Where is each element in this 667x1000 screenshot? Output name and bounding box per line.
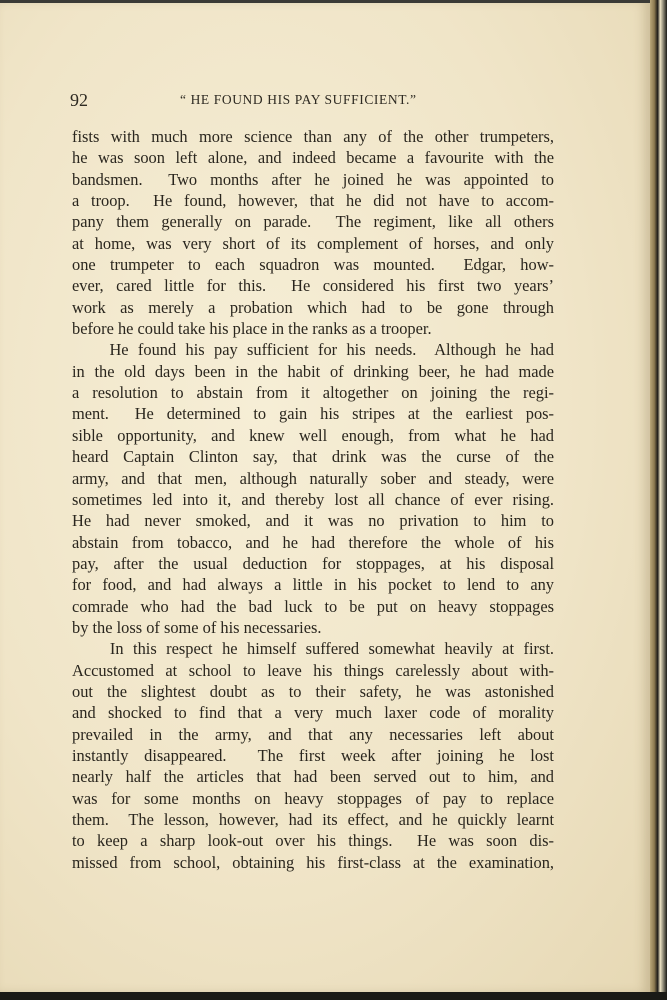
text-line: ment. He determined to gain his stripes at the earliest pos- <box>72 404 554 424</box>
running-head-title: “ HE FOUND HIS PAY SUFFICIENT.” <box>180 92 417 107</box>
text-line: one trumpeter to each squadron was mounted. Edgar, how- <box>72 255 554 275</box>
text-line: to keep a sharp look-out over his things. He was soon dis- <box>72 831 554 851</box>
text-line: and shocked to find that a very much laxer code of morality <box>72 703 554 723</box>
text-line: by the loss of some of his necessaries. <box>72 617 322 637</box>
bottom-edge-rule <box>0 992 667 1000</box>
text-line: army, and that men, although naturally sober and steady, were <box>72 468 554 488</box>
text-line: heard Captain Clinton say, that drink was the curse of the <box>72 447 554 467</box>
text-line: prevailed in the army, and that any necessaries left about <box>72 724 554 744</box>
text-line: pay, after the usual deduction for stoppages, at his disposal <box>72 553 554 573</box>
text-line: them. The lesson, however, had its effect, and he quickly learnt <box>72 810 554 829</box>
text-line: instantly disappeared. The first week after joining he lost <box>72 745 554 765</box>
text-line: for food, and had always a little in his pocket to lend to any <box>72 575 554 595</box>
text-line: was for some months on heavy stoppages of pay to replace <box>72 788 554 808</box>
text-line: bandsmen. Two months after he joined he was appointed to <box>72 169 554 189</box>
text-line: He had never smoked, and it was no privation to him to <box>72 511 554 531</box>
text-line: in the old days been in the habit of drinking beer, he had made <box>72 361 554 381</box>
text-line: nearly half the articles that had been served out to him, and <box>72 767 554 787</box>
text-line: a troop. He found, however, that he did not have to accom- <box>72 191 554 211</box>
text-line: In this respect he himself suffered somewhat heavily at first. <box>72 639 554 659</box>
page-number: 92 <box>70 90 88 110</box>
text-line: pany them generally on parade. The regiment, like all others <box>72 212 554 232</box>
text-line: Accustomed at school to leave his things carelessly about with- <box>72 660 554 680</box>
page-edge-shadow <box>650 0 667 1000</box>
text-line: work as merely a probation which had to be gone through <box>72 297 554 317</box>
text-line: at home, was very short of its complement of horses, and only <box>72 233 554 253</box>
text-line: sible opportunity, and knew well enough, from what he had <box>72 425 554 445</box>
text-line: sometimes led into it, and thereby lost all chance of ever rising. <box>72 489 554 509</box>
running-head <box>70 88 556 112</box>
text-line: comrade who had the bad luck to be put on heavy stoppages <box>72 596 554 616</box>
text-line: fists with much more science than any of the other trumpeters, <box>72 127 554 146</box>
text-line: abstain from tobacco, and he had therefore the whole of his <box>72 532 554 552</box>
top-edge-rule <box>0 0 650 3</box>
text-line: ever, cared little for this. He considered his first two years’ <box>72 276 554 296</box>
body-text <box>72 126 554 873</box>
text-line: out the slightest doubt as to their safety, he was astonished <box>72 681 554 701</box>
text-line: missed from school, obtaining his first-class at the examination, <box>72 852 554 872</box>
text-line: a resolution to abstain from it altogether on joining the regi- <box>72 383 554 403</box>
text-line: he was soon left alone, and indeed became a favourite with the <box>72 148 554 168</box>
text-line: before he could take his place in the ranks as a trooper. <box>72 319 432 339</box>
text-line: He found his pay sufficient for his needs. Although he had <box>72 340 554 360</box>
